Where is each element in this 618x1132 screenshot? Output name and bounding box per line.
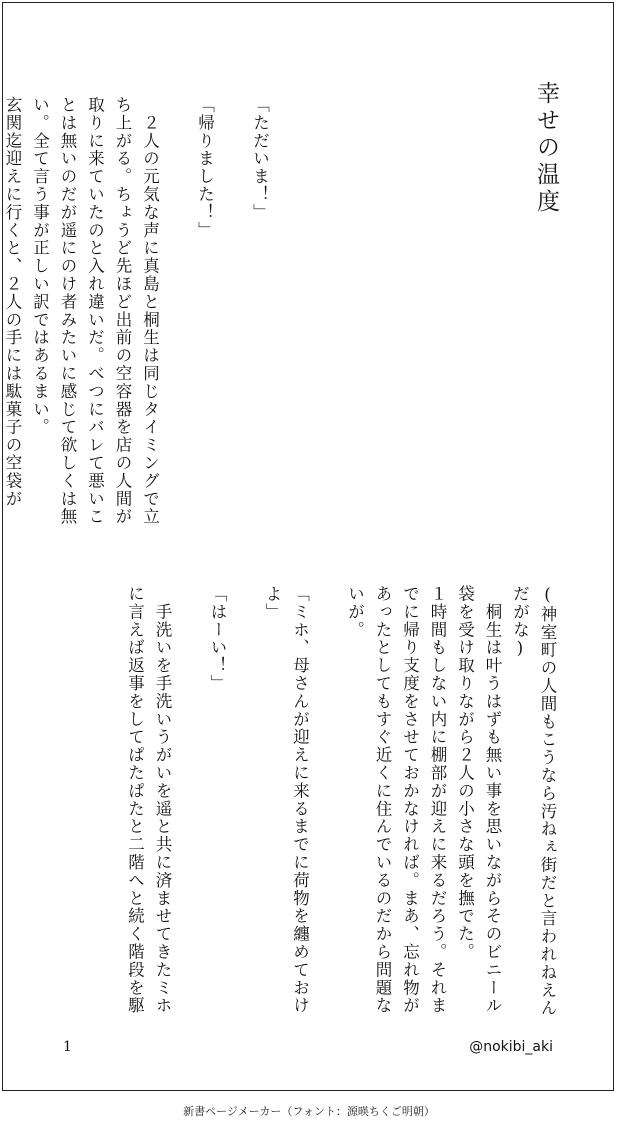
- page-frame: [2, 2, 614, 1091]
- page-number: 1: [63, 1039, 72, 1055]
- author-handle: @nokibi_aki: [469, 1039, 553, 1055]
- body-text-lower: (神室町の人間もこうなら汚ねぇ街だと言われねえん だがな) 桐生は叶うはずも無い事を思いながらそのビニール 袋を受け取りながら２人の小さな頭を撫でた。 １時間もしない内に棚部が迎えに来るだろう。それま でに帰り支度をさせておかなければ。まあ、忘れ物が あったとしてもすぐ近くに住んでいるのだから問題な いが。 「ミホ、母さんが迎えに来るまでに荷物を纏めておけ よ」 「はーい！」 手洗いを手洗いうがいを遥と共に済ませてきたミホ に言えば返事をしてぱたぱたと二階へと続く階段を駆: [125, 585, 557, 1018]
- story-title: 幸せの温度: [533, 81, 559, 216]
- generator-credit: 新書ページメーカー（フォント：源暎ちくご明朝）: [183, 1105, 435, 1118]
- body-text-upper: 「ただいま！」 「帰りました！」 ２人の元気な声に真島と桐生は同じタイミングで立 ち上がる。ちょうど先ほど出前の空容器を店の人間が 取りに来ていたのと入れ違いだ。べつにバレて悪いこ とは無いのだが遥にのけ者みたいに感じて欲しくは無 い。全て言う事が正しい訳ではあるまい。 玄関迄迎えに行くと、２人の手には駄菓子の空袋が: [3, 96, 270, 526]
